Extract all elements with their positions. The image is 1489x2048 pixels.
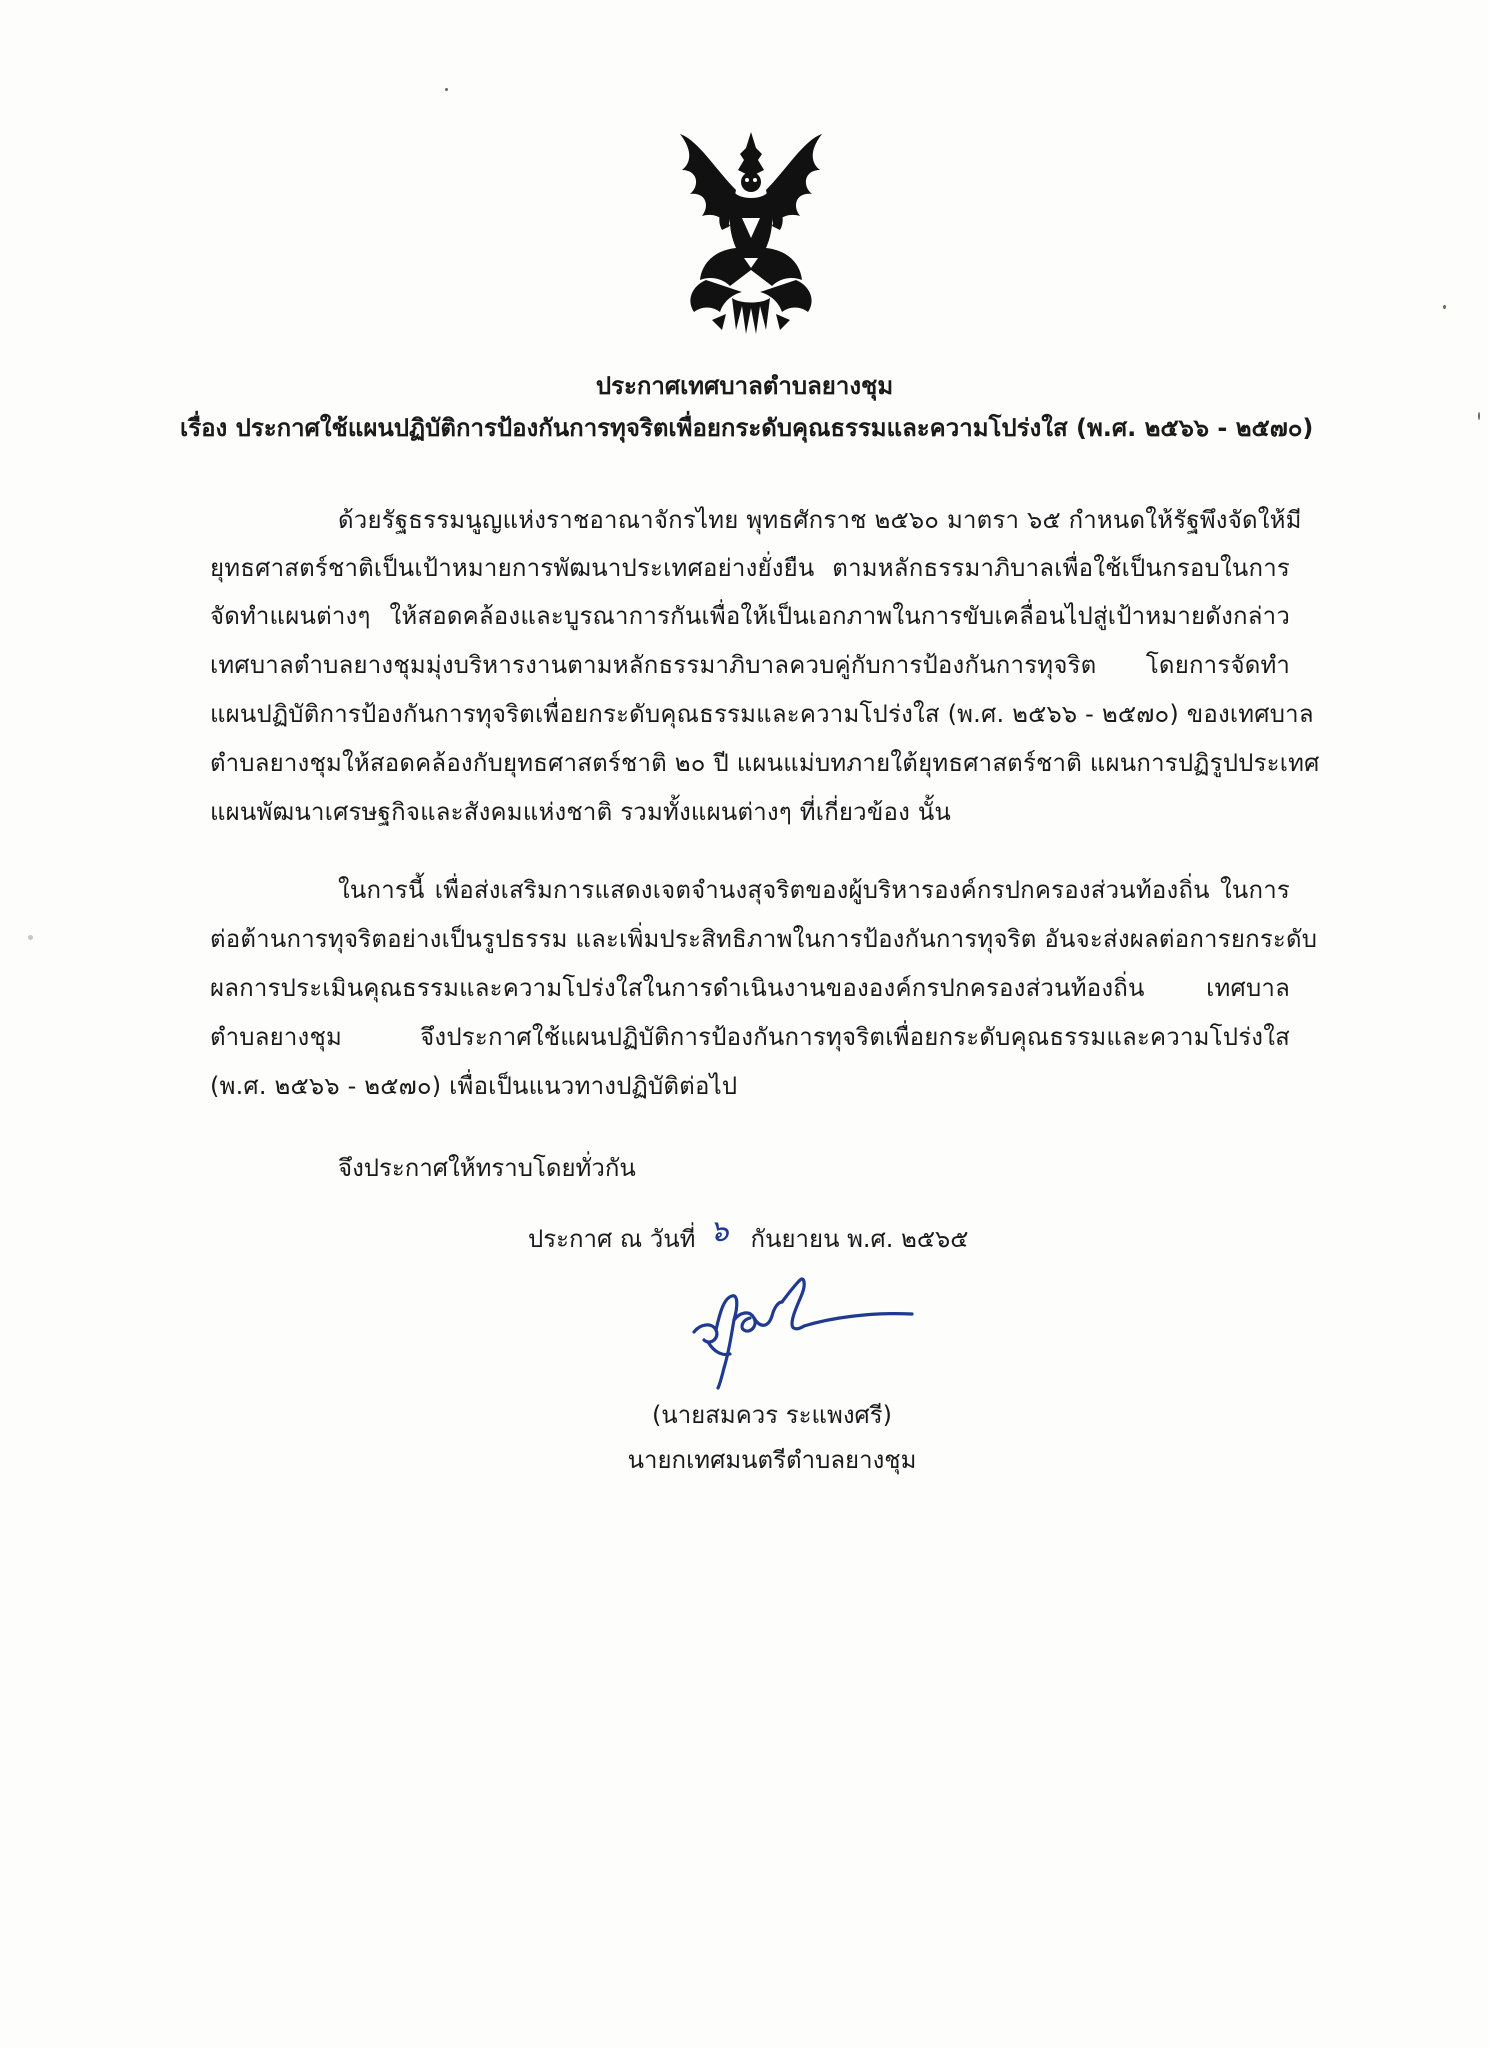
paragraph-line: ในการนี้ เพื่อส่งเสริมการแสดงเจตจำนงสุจริตของผู้บริหารองค์กรปกครองส่วนท้องถิ่น ในการ: [338, 876, 1290, 904]
announcement-title: ประกาศเทศบาลตำบลยางชุม: [595, 372, 894, 400]
garuda-emblem-icon: [676, 130, 826, 335]
paragraph-line: ด้วยรัฐธรรมนูญแห่งราชอาณาจักรไทย พุทธศักราช ๒๕๖๐ มาตรา ๖๕ กำหนดให้รัฐพึงจัดให้มี: [338, 506, 1302, 534]
announcement-date: [528, 1214, 968, 1261]
scan-speck: [1478, 412, 1480, 420]
paragraph-line: จัดทำแผนต่างๆ ให้สอดคล้องและบูรณาการกันเพื่อให้เป็นเอกภาพในการขับเคลื่อนไปสู่เป้าหมายดังกล่าว: [210, 602, 1290, 630]
scan-speck: [1443, 305, 1446, 309]
scan-speck: [28, 935, 33, 940]
handwritten-signature-icon: [680, 1272, 920, 1392]
paragraph-line: ต่อต้านการทุจริตอย่างเป็นรูปธรรม และเพิ่มประสิทธิภาพในการป้องกันการทุจริต อันจะส่งผลต่อการยกระดับ: [210, 925, 1318, 953]
paragraph-line: ตำบลยางชุม จึงประกาศใช้แผนปฏิบัติการป้องกันการทุจริตเพื่อยกระดับคุณธรรมและความโปร่งใส: [210, 1023, 1290, 1051]
paragraph-line: (พ.ศ. ๒๕๖๖ - ๒๕๗๐) เพื่อเป็นแนวทางปฏิบัติต่อไป: [210, 1072, 738, 1100]
paragraph-line: แผนปฏิบัติการป้องกันการทุจริตเพื่อยกระดับคุณธรรมและความโปร่งใส (พ.ศ. ๒๕๖๖ - ๒๕๗๐) ของเทศบาล: [210, 700, 1314, 728]
signer-position: นายกเทศมนตรีตำบลยางชุม: [627, 1446, 917, 1474]
paragraph-line: ตำบลยางชุมให้สอดคล้องกับยุทธศาสตร์ชาติ ๒๐ ปี แผนแม่บทภายใต้ยุทธศาสตร์ชาติ แผนการปฏิรูปประเทศ: [210, 749, 1320, 777]
date-prefix: ประกาศ ณ วันที่: [528, 1225, 696, 1253]
closing-statement: จึงประกาศให้ทราบโดยทั่วกัน: [338, 1154, 636, 1182]
paragraph-line: ผลการประเมินคุณธรรมและความโปร่งใสในการดำเนินงานขององค์กรปกครองส่วนท้องถิ่น เทศบาล: [210, 974, 1290, 1002]
signer-name: (นายสมควร ระแพงศรี): [651, 1401, 893, 1429]
date-suffix: กันยายน พ.ศ. ๒๕๖๕: [750, 1225, 969, 1253]
date-day-handwritten: ๖: [709, 1214, 729, 1249]
paragraph-line: เทศบาลตำบลยางชุมมุ่งบริหารงานตามหลักธรรมาภิบาลควบคู่กับการป้องกันการทุจริต โดยการจัดทำ: [210, 651, 1290, 679]
announcement-subject: เรื่อง ประกาศใช้แผนปฏิบัติการป้องกันการทุจริตเพื่อยกระดับคุณธรรมและความโปร่งใส (พ.ศ. ๒๕๖๖ - ๒๕๗๐): [180, 414, 1314, 442]
paragraph-line: ยุทธศาสตร์ชาติเป็นเป้าหมายการพัฒนาประเทศอย่างยั่งยืน ตามหลักธรรมาภิบาลเพื่อใช้เป็นกรอบในการ: [210, 554, 1290, 582]
scan-speck: [445, 88, 448, 91]
paragraph-line: แผนพัฒนาเศรษฐกิจและสังคมแห่งชาติ รวมทั้งแผนต่างๆ ที่เกี่ยวข้อง นั้น: [210, 798, 952, 826]
